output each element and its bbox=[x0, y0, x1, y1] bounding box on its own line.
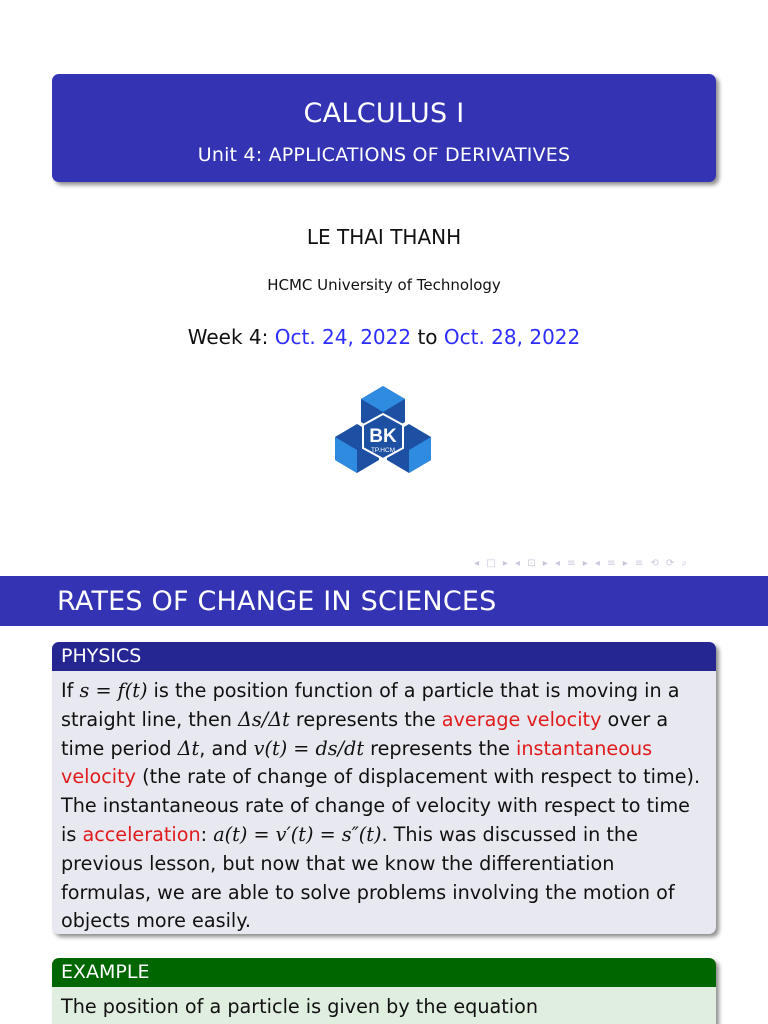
frame-title-bar bbox=[0, 576, 768, 626]
physics-block bbox=[52, 642, 716, 934]
logo-text-city: TP.HCM bbox=[370, 447, 396, 454]
math-equals: = bbox=[89, 679, 118, 702]
example-block bbox=[52, 958, 716, 1024]
example-block-body: The position of a particle is given by the equation bbox=[61, 995, 539, 1018]
physics-text-6: represents the bbox=[364, 736, 517, 760]
term-average-velocity: average velocity bbox=[441, 707, 602, 731]
term-instantaneous-velocity: instantaneous velocity bbox=[61, 736, 653, 789]
math-s: s bbox=[79, 679, 90, 702]
math-velocity-def: v(t) = ds/dt bbox=[253, 736, 365, 760]
date-end-link[interactable]: Oct. 28, 2022 bbox=[443, 325, 581, 349]
physics-text-5: , and bbox=[199, 736, 254, 760]
title-block bbox=[52, 74, 716, 182]
physics-text-3: represents the bbox=[289, 707, 442, 731]
math-f: f bbox=[117, 679, 125, 702]
logo-text-bk: BK bbox=[369, 426, 397, 447]
presentation-title: CALCULUS I bbox=[303, 98, 465, 129]
content-slide bbox=[0, 572, 768, 1024]
date-start-link[interactable]: Oct. 24, 2022 bbox=[274, 325, 412, 349]
physics-text-2: is the position function of a particle that is moving in a straight line, then bbox=[61, 679, 680, 731]
example-block-title: EXAMPLE bbox=[52, 958, 716, 987]
physics-text-7: (the rate of change of displacement with respect to time). The instantaneous rate of change of velocity with respect to time is bbox=[61, 765, 701, 846]
beamer-navigation-bar[interactable]: ◂ □ ▸ ◂ ⊡ ▸ ◂ ≡ ▸ ◂ ≡ ▸ ≡ ⟲ ⟳ ⌕ bbox=[474, 558, 690, 569]
math-delta-s-over-delta-t: Δs/Δt bbox=[238, 707, 290, 731]
math-delta-t: Δt bbox=[177, 736, 200, 760]
date-joiner: to bbox=[411, 325, 444, 349]
bk-university-logo bbox=[335, 384, 431, 476]
date-prefix: Week 4: bbox=[187, 325, 275, 349]
math-acceleration-def: a(t) = v′(t) = s″(t) bbox=[213, 822, 382, 846]
author-name: LE THAI THANH bbox=[306, 225, 462, 249]
physics-block-title: PHYSICS bbox=[52, 642, 716, 671]
term-acceleration: acceleration bbox=[82, 822, 201, 846]
date-line bbox=[0, 325, 768, 349]
institute-name: HCMC University of Technology bbox=[267, 276, 501, 294]
physics-block-body bbox=[52, 671, 716, 934]
presentation-subtitle: Unit 4: APPLICATIONS OF DERIVATIVES bbox=[197, 144, 571, 166]
physics-text-4: over a time period bbox=[61, 707, 669, 760]
physics-text-1: If bbox=[61, 679, 80, 702]
frame-title: RATES OF CHANGE IN SCIENCES bbox=[57, 586, 497, 617]
physics-text-9: . This was discussed in the previous lesson, but now that we know the differentiation formulas, we are able to solve problems involving the motion of objects more easily. bbox=[61, 822, 675, 933]
math-t-paren: (t) bbox=[124, 679, 148, 702]
physics-text-8: : bbox=[200, 822, 214, 846]
